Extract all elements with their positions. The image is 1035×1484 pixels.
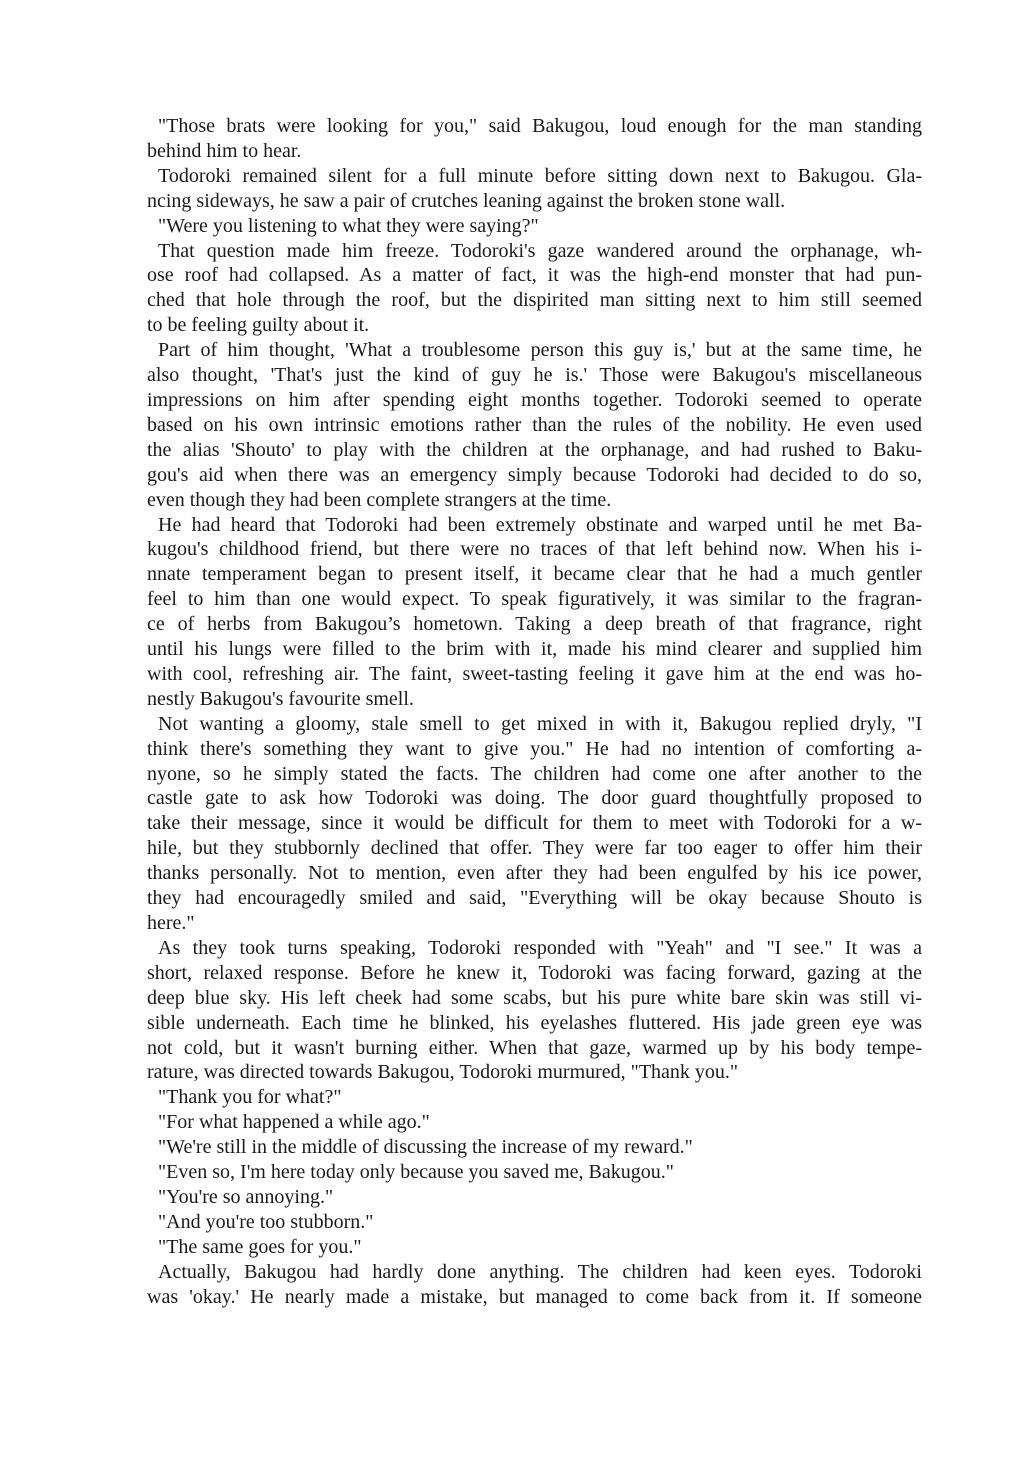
text-line: to be feeling guilty about it. [147, 314, 370, 337]
text-line: "Were you listening to what they were saying?" [158, 214, 539, 237]
text-line: gou's aid when there was an emergency simply because Todoroki had decided to do so, [147, 463, 922, 486]
text-line: ncing sideways, he saw a pair of crutches leaning against the broken stone wall. [147, 189, 786, 212]
text-line: nyone, so he simply stated the facts. The children had come one after another to the [147, 762, 922, 785]
text-line: rature, was directed towards Bakugou, Todoroki murmured, "Thank you." [147, 1061, 739, 1084]
text-line: "For what happened a while ago." [158, 1111, 430, 1134]
text-line: even though they had been complete strangers at the time. [147, 488, 612, 511]
text-line: castle gate to ask how Todoroki was doing. The door guard thoughtfully proposed to [147, 787, 922, 810]
text-line: ched that hole through the roof, but the dispirited man sitting next to him still seemed [147, 289, 922, 312]
text-line: think there's something they want to give you." He had no intention of comforting a- [147, 737, 922, 760]
text-line: they had encouragedly smiled and said, "Everything will be okay because Shouto is [147, 887, 922, 910]
text-line: "Those brats were looking for you," said Bakugou, loud enough for the man standing [158, 115, 922, 137]
text-line: sible underneath. Each time he blinked, his eyelashes fluttered. His jade green eye was [147, 1011, 922, 1034]
text-line: nestly Bakugou's favourite smell. [147, 687, 414, 710]
text-line: kugou's childhood friend, but there were no traces of that left behind now. When his i- [147, 538, 922, 561]
text-line: "Even so, I'm here today only because you saved me, Bakugou." [158, 1161, 674, 1184]
text-line: thanks personally. Not to mention, even after they had been engulfed by his ice power, [147, 862, 922, 885]
text-line: "We're still in the middle of discussing the increase of my reward." [158, 1136, 693, 1159]
text-line: here." [147, 912, 195, 934]
text-line: behind him to hear. [147, 139, 302, 162]
page-text [147, 114, 922, 1310]
text-line: impressions on him after spending eight months together. Todoroki seemed to operate [147, 388, 922, 411]
text-line: also thought, 'That's just the kind of guy he is.' Those were Bakugou's miscellaneous [147, 364, 922, 387]
text-line: with cool, refreshing air. The faint, sweet-tasting feeling it gave him at the end was ho- [147, 662, 922, 685]
text-line: "You're so annoying." [158, 1185, 334, 1208]
text-line: As they took turns speaking, Todoroki responded with "Yeah" and "I see." It was a [158, 936, 922, 959]
text-line: take their message, since it would be difficult for them to meet with Todoroki for a w- [147, 812, 922, 835]
text-line: ce of herbs from Bakugou’s hometown. Taking a deep breath of that fragrance, right [147, 613, 922, 636]
text-line: not cold, but it wasn't burning either. When that gaze, warmed up by his body tempe- [147, 1036, 922, 1059]
text-line: ose roof had collapsed. As a matter of fact, it was the high-end monster that had pun- [147, 264, 922, 287]
text-line: Todoroki remained silent for a full minute before sitting down next to Bakugou. Gla- [158, 164, 922, 187]
text-line: He had heard that Todoroki had been extremely obstinate and warped until he met Ba- [158, 513, 922, 536]
text-line: "And you're too stubborn." [158, 1210, 374, 1233]
text-line: deep blue sky. His left cheek had some scabs, but his pure white bare skin was still vi- [147, 986, 922, 1009]
text-line: short, relaxed response. Before he knew it, Todoroki was facing forward, gazing at the [147, 961, 922, 984]
text-line: based on his own intrinsic emotions rather than the rules of the nobility. He even used [147, 413, 922, 436]
text-line: hile, but they stubbornly declined that offer. They were far too eager to offer him their [147, 837, 922, 860]
text-line: nnate temperament began to present itself, it became clear that he had a much gentler [147, 563, 922, 586]
text-line: until his lungs were filled to the brim with it, made his mind clearer and supplied him [147, 638, 922, 661]
text-line: Not wanting a gloomy, stale smell to get mixed in with it, Bakugou replied dryly, "I [158, 712, 922, 735]
text-line: That question made him freeze. Todoroki's gaze wandered around the orphanage, wh- [158, 239, 922, 262]
text-line: was 'okay.' He nearly made a mistake, but managed to come back from it. If someone [147, 1285, 922, 1308]
text-line: "Thank you for what?" [158, 1086, 342, 1109]
text-line: "The same goes for you." [158, 1235, 362, 1258]
text-line: the alias 'Shouto' to play with the children at the orphanage, and had rushed to Baku- [147, 438, 922, 461]
text-line: feel to him than one would expect. To speak figuratively, it was similar to the fragran- [147, 588, 922, 611]
text-line: Actually, Bakugou had hardly done anything. The children had keen eyes. Todoroki [158, 1260, 922, 1283]
text-line: Part of him thought, 'What a troublesome person this guy is,' but at the same time, he [158, 339, 922, 362]
